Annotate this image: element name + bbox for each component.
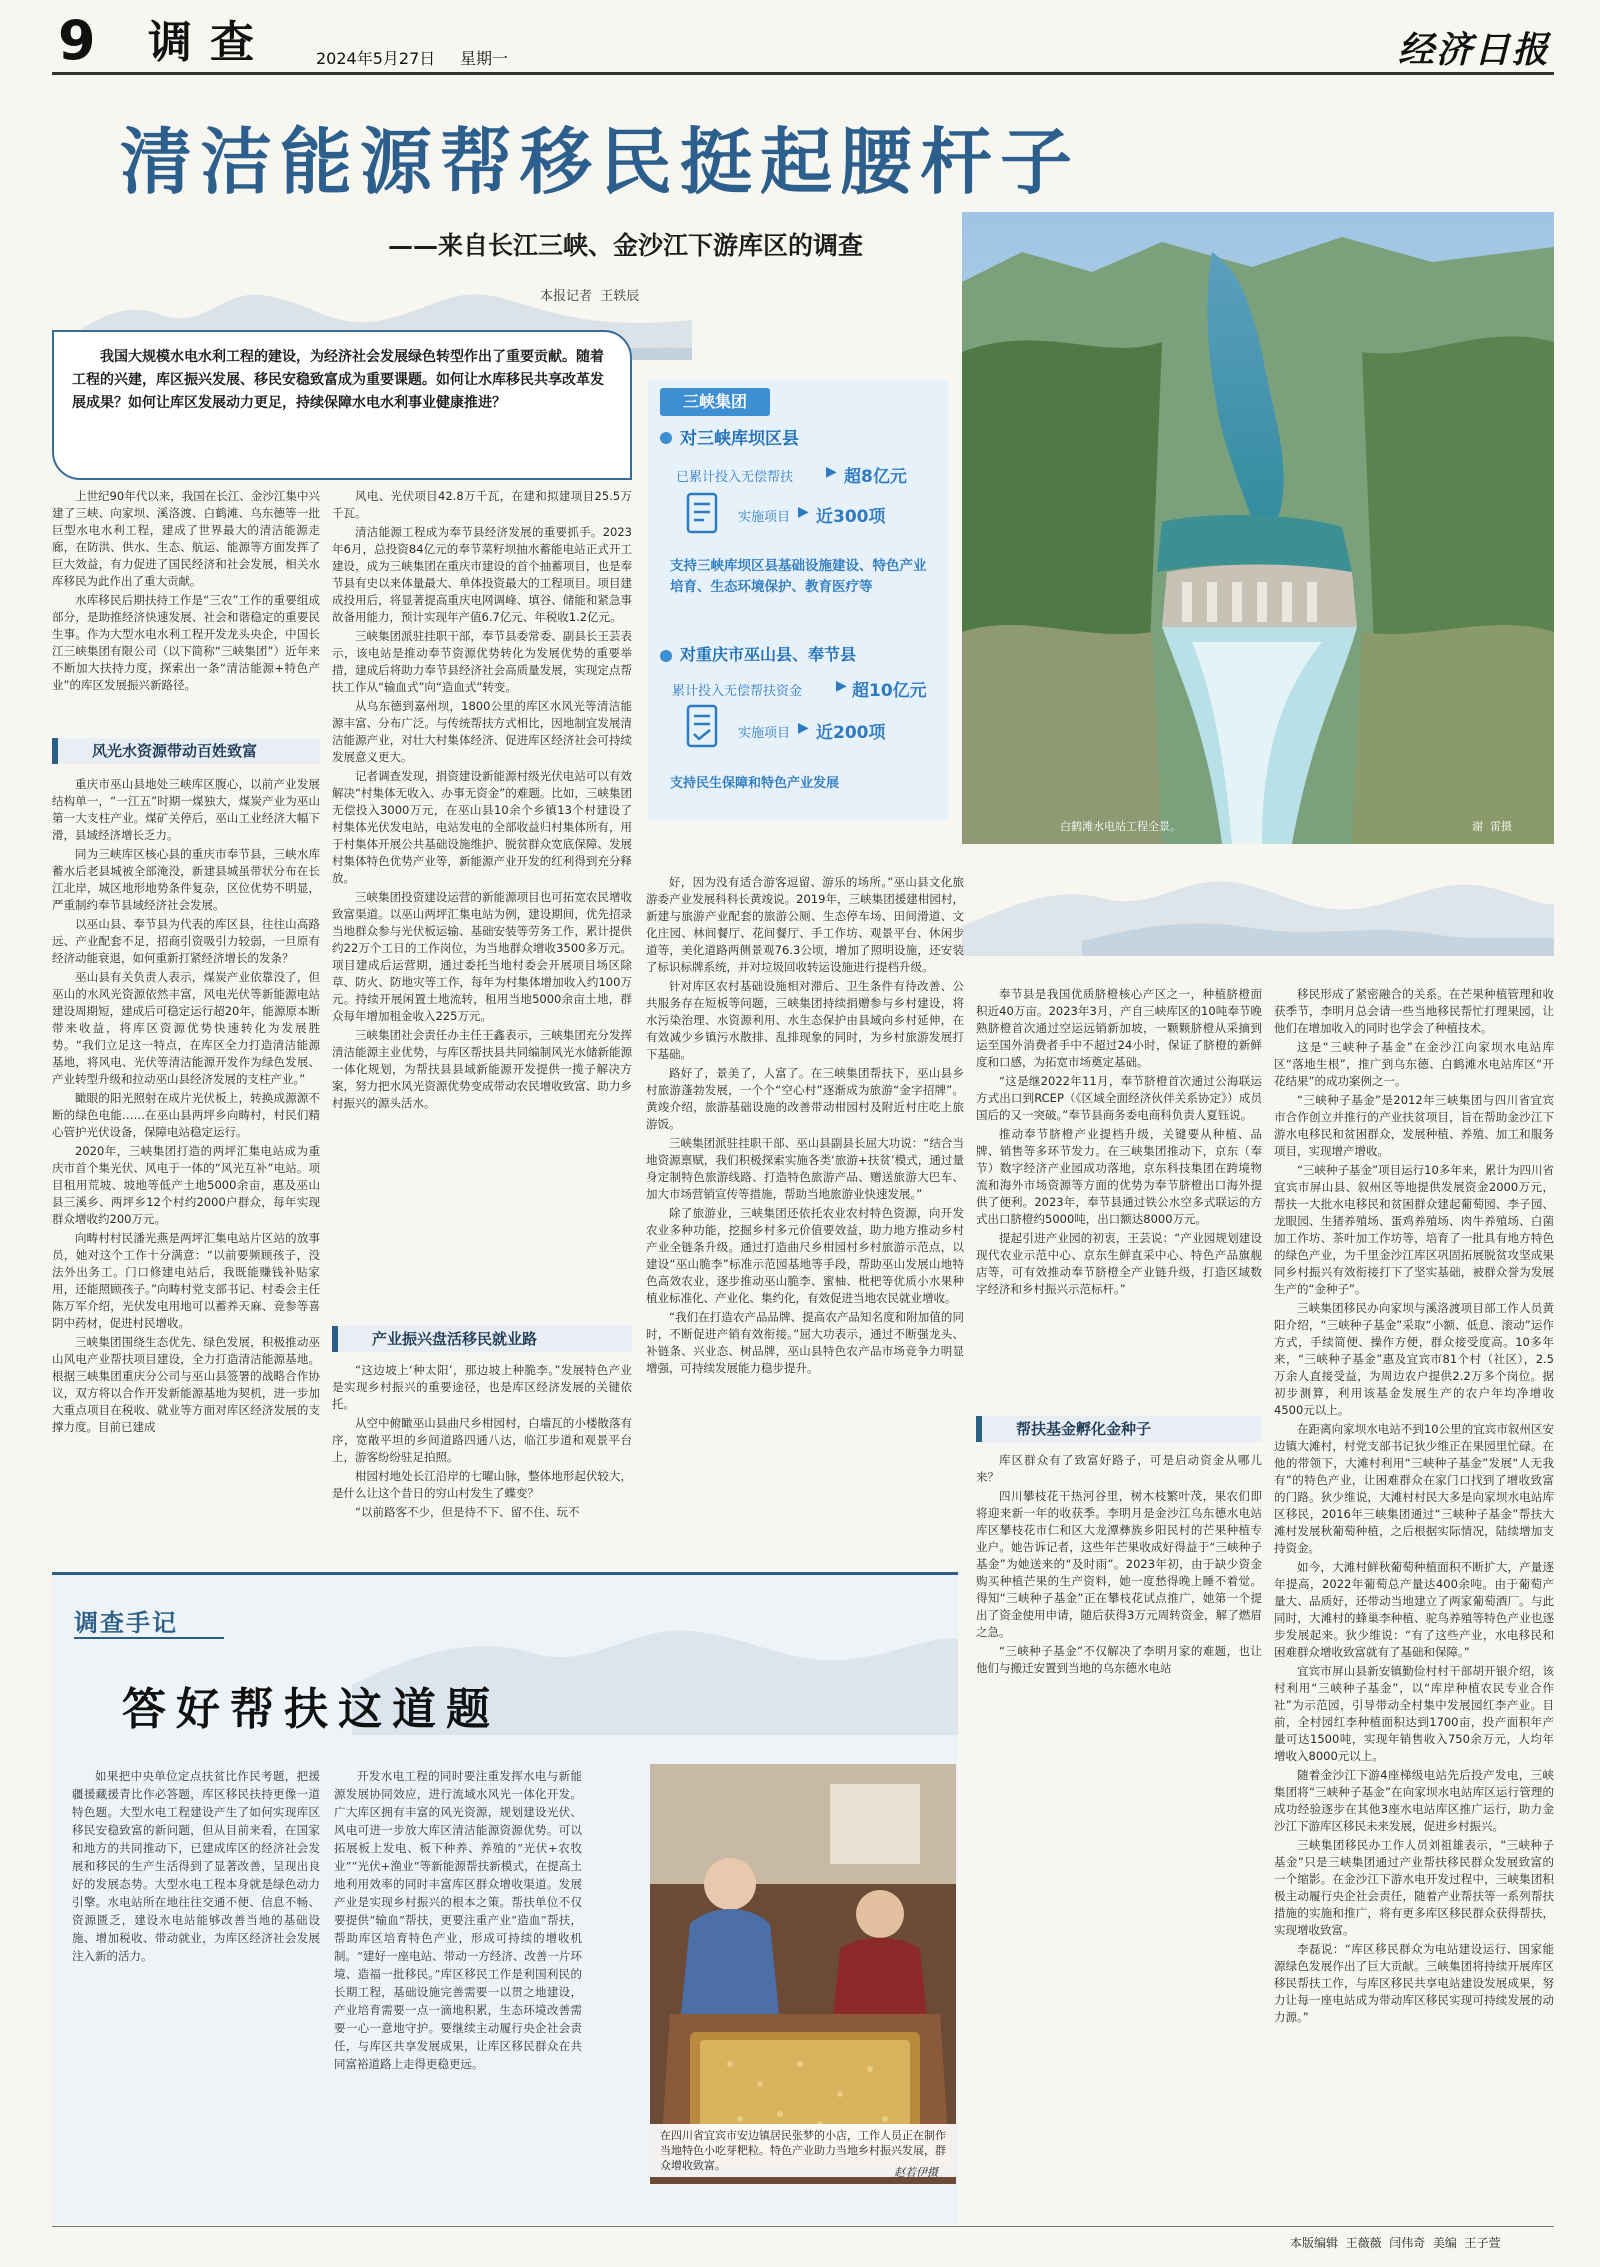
paragraph: 上世纪90年代以来，我国在长江、金沙江集中兴建了三峡、向家坝、溪洛渡、白鹤滩、乌东德等一批巨型水电水利工程，建成了世界最大的清洁能源走廊，在防洪、供水、生态、航运、能源等方面发挥了巨大效益，有力促进了国民经济和社会发展，相关水库移民为此作出了重大贡献。 <box>52 489 320 588</box>
paragraph: 库区群众有了致富好路子，可是启动资金从哪儿来？ <box>976 1453 1262 1484</box>
column-3-body <box>646 874 964 1556</box>
block1-note: 支持三峡库坝区县基础设施建设、特色产业培育、生态环境保护、教育医疗等 <box>670 558 927 595</box>
commentary-col-a: 如果把中央单位定点扶贫比作民考题，把援疆援藏援青比作必答题，库区移民扶持更像一道特色题。大型水电工程建设产生了如何实现库区移民安稳致富的新问题，但从目前来看，在国家和地方的共同推动下，已建成库区的经济社会发展和移民的生产生活得到了显著改善，呈现出良好的发展态势。大型水电工程本身就是绿色动力引擎。水电站所在地往往交通不便、信息不畅、资源匮乏，建设水电站能够改善当地的基础设施、增加税收、带动就业，为库区经济社会发展注入新的活力。 <box>72 1769 320 1963</box>
commentary-tag-underline <box>74 1637 224 1639</box>
paragraph: 推动奉节脐橙产业提档升级，关键要从种植、品牌、销售等多环节发力。在三峡集团推动下，京东（奉节）数字经济产业园成功落地，京东科技集团在跨境物流和海外市场资源等方面的优势为奉节脐橙出口海外提供了便利。2023年，奉节县通过铁公水空多式联运的方式出口脐橙约5000吨，出口额达8000万元。 <box>976 1127 1262 1226</box>
infographic <box>648 380 948 820</box>
ink-mountain-decoration-right <box>962 846 1554 956</box>
paragraph: 瞰眼的阳光照射在成片光伏板上，转换成源源不断的绿色电能……在巫山县两坪乡向畴村，村民们精心管护光伏设备，保障电站稳定运行。 <box>52 1091 320 1139</box>
article-title: 清洁能源帮移民挺起腰杆子 <box>120 119 1081 204</box>
snack-shop-illustration <box>650 1764 956 2184</box>
article-subtitle: ——来自长江三峡、金沙江下游库区的调查 <box>388 231 864 260</box>
column-1-intro <box>52 488 320 726</box>
paragraph: 水库移民后期扶持工作是“三农”工作的重要组成部分，是助推经济快速发展、社会和谐稳定的重要民生事。作为大型水电水利工程开发龙头央企，中国长江三峡集团有限公司（以下简称“三峡集团”）近年来不断加大扶持力度，探索出一条“清洁能源+特色产业”的库区发展振兴新路径。 <box>52 593 320 692</box>
paragraph: 三峡集团社会责任办主任王鑫表示，三峡集团充分发挥清洁能源主业优势，与库区帮扶县共同编制风光水储新能源一体化规划，为帮扶县县域新能源开发提供一揽子解决方案，努力把水风光资源优势变成带动农民增收致富、助力乡村振兴的源头活水。 <box>332 1028 632 1110</box>
footer-rule <box>52 2226 1554 2227</box>
section-heading-seed-fund: 帮扶基金孵化金种子 <box>976 1416 1262 1442</box>
paragraph: “以前路客不少，但是待不下、留不住、玩不 <box>355 1505 580 1519</box>
paragraph: 以巫山县、奉节县为代表的库区县，往往山高路远、产业配套不足，招商引资吸引力较弱，一旦原有经济动能衰退，如何重新打紧经济增长的发条？ <box>52 917 320 965</box>
paragraph: 宜宾市屏山县新安镇勤俭村村干部胡开银介绍，该村利用“三峡种子基金”，以“库岸种植农民专业合作社”为示范园，引导带动全村集中发展园红李产业。目前，全村园红李种植面积达到1700亩，投产面积年产量可达1500吨，实现年销售收入750余万元，人均年增收入8000元以上。 <box>1274 1664 1554 1763</box>
paragraph: 风电、光伏项目42.8万千瓦，在建和拟建项目25.5万千瓦。 <box>332 489 632 520</box>
block1-title: 对三峡库坝区县 <box>680 429 799 449</box>
block1-line2-label: 实施项目 <box>738 510 791 525</box>
paragraph: 提起引进产业园的初衷，王芸说：“产业园规划建设现代农业示范中心、京东生鲜直采中心、特色产品旗舰店等，可有效推动奉节脐橙全产业链升级，打造区域数字经济和乡村振兴示范标杆。” <box>976 1231 1262 1296</box>
paragraph: “我们在打造农产品品牌、提高农产品知名度和附加值的同时，不断促进产销有效衔接。”屈大功表示，通过不断强龙头、补链条、兴业态、树品牌，巫山县特色农产品市场竞争力明显增强，可持续发展能力稳步提升。 <box>646 1310 964 1375</box>
paragraph: “三峡种子基金”项目运行10多年来，累计为四川省宜宾市屏山县、叙州区等地提供发展资金2000万元，帮扶一大批水电移民和贫困群众建起葡萄园、李子园、龙眼园、生猪养殖场、蛋鸡养殖场、肉牛养殖场、白菌加工作坊、茶叶加工作坊等，培育了一批具有地方特色的绿色产业，为千里金沙江库区巩固拓展脱贫攻坚成果同乡村振兴有效衔接打下了坚实基础，被群众誉为发展生产的“金种子”。 <box>1274 1163 1554 1296</box>
section-heading-industry: 产业振兴盘活移民就业路 <box>332 1326 632 1352</box>
block2-title: 对重庆市巫山县、奉节县 <box>680 645 857 664</box>
block1-line1-arrow-icon: ▶ <box>826 464 837 480</box>
paragraph: 四川攀枝花干热河谷里，树木枝繁叶茂，果农们即将迎来新一年的收获季。李明月是金沙江乌东德水电站库区攀枝花市仁和区大龙潭彝族乡阳民村的芒果种植专业户。她告诉记者，这些年芒果收成好得益于“三峡种子基金”为她送来的“及时雨”。2023年初，由于缺少资金购买种植芒果的生产资料，她一度愁得晚上睡不着觉。得知“三峡种子基金”正在攀枝花试点推广，她第一个提出了资金使用申请，随后获得3万元周转资金，解了燃眉之急。 <box>976 1489 1262 1639</box>
header-rule <box>52 72 1554 75</box>
block2-line2-label: 实施项目 <box>738 726 791 741</box>
block2-bullet-icon <box>660 650 672 662</box>
paragraph: “这是继2022年11月，奉节脐橙首次通过公海联运方式出口到RCEP（《区域全面经济伙伴关系协定》）成员国后的又一突破。”奉节县商务委电商科负责人夏钰说。 <box>976 1074 1262 1122</box>
dam-photo-credit: 谢 雷摄 <box>1472 820 1512 833</box>
paragraph: 重庆市巫山县地处三峡库区腹心，以前产业发展结构单一，“一江五”时期一煤独大，煤炭产业为巫山第一大支柱产业。煤矿关停后，巫山工业经济大幅下滑，县域经济增长乏力。 <box>52 777 320 842</box>
snack-photo-caption: 在四川省宜宾市安边镇居民张梦的小店，工作人员正在制作当地特色小吃芽粑粒。特色产业助力当地乡村振兴发展，群众增收致富。 <box>650 2124 956 2177</box>
paragraph: 李磊说：“库区移民群众为电站建设运行、国家能源绿色发展作出了巨大贡献。三峡集团将持续开展库区移民帮扶工作，与库区移民共享电站建设发展成果，努力让每一座电站成为带动库区移民实现可持续发展的动力源。” <box>1274 1942 1554 2024</box>
page-number: 9 <box>58 9 96 72</box>
page-editors: 本版编辑 王薇薇 闫伟奇 美编 王子萱 <box>1290 2236 1501 2250</box>
block2-line1-label: 累计投入无偿帮扶资金 <box>672 684 803 699</box>
column-2-body-b <box>332 1362 632 1558</box>
paragraph: 向畴村村民潘光燕是两坪汇集电站片区站的放事员，她对这个工作十分满意：“以前要频顾孩子，没法外出务工。门口修建电站后，我既能赚钱补贴家用，还能照顾孩子。”向畴村党支部书记、村委会主任陈万军介绍，光伏发电用地可以蓄养天麻、竞参等喜阴中药材，促进村民增收。 <box>52 1231 320 1330</box>
dam-photo <box>962 212 1554 844</box>
block1-line1-value: 超8亿元 <box>844 467 907 487</box>
paragraph: 好，因为没有适合游客逗留、游乐的场所。”巫山县文化旅游委产业发展科科长黄竣说。2019年，三峡集团援建柑园村，新建与旅游产业配套的旅游公厕、生态停车场、田间滑道、文化庄园、林间餐厅、花间餐厅、手工作坊、观景平台、休闲步道等，美化道路两侧景观76.3公顷，增加了照明设施，还安装了标识标牌系统，并对垃圾回收转运设施进行提档升级。 <box>646 875 964 974</box>
block2-note: 支持民生保障和特色产业发展 <box>670 776 840 791</box>
paragraph: “三峡种子基金”是2012年三峡集团与四川省宜宾市合作创立并推行的产业扶贫项目，旨在帮助金沙江下游水电移民和贫困群众，发展种植、养殖、加工和服务项目，实现增产增收。 <box>1274 1093 1554 1158</box>
paragraph: 奉节县是我国优质脐橙核心产区之一，种植脐橙面积近40万亩。2023年3月，产自三峡库区的10吨奉节晚熟脐橙首次通过空运远销新加坡，一颗颗脐橙从采摘到运至国外消费者手中不超过24小时，保证了脐橙的新鲜度和口感，为拓宽市场奠定基础。 <box>976 987 1262 1069</box>
dam-photo-illustration <box>962 212 1554 844</box>
paragraph: 在距离向家坝水电站不到10公里的宜宾市叙州区安边镇大滩村，村党支部书记狄少维正在果园里忙碌。在他的带领下，大滩村利用“三峡种子基金”发展“人无我有”的特色产业，让困难群众在家门口找到了增收致富的门路。狄少维说，大滩村村民大多是向家坝水电站库区移民，2016年三峡集团通过“三峡种子基金”帮扶大滩村发展秋葡萄种植，之后根据实际情况，陆续增加支持资金。 <box>1274 1422 1554 1555</box>
column-1-body <box>52 776 320 1556</box>
dam-photo-caption: 白鹤滩水电站工程全景。 <box>1060 820 1181 833</box>
paragraph: 三峡集团派驻挂职干部，奉节县委常委、副县长王芸表示，该电站是推动奉节资源优势转化为发展优势的重要举措，建成后将助力奉节县经济社会高质量发展，实现定点帮扶工作从“输血式”向“造血式”转变。 <box>332 629 632 694</box>
paragraph: 随着金沙江下游4座梯级电站先后投产发电，三峡集团将“三峡种子基金”在向家坝水电站库区运行管理的成功经验逐步在其他3座水电站库区推广运行，助力金沙江下游库区移民未来发展，促进乡村振兴。 <box>1274 1768 1554 1833</box>
issue-date: 2024年5月27日 <box>316 49 436 68</box>
block2-line2-arrow-icon: ▶ <box>798 720 809 736</box>
infographic-company-tag: 三峡集团 <box>660 388 770 416</box>
block2-line1-arrow-icon: ▶ <box>836 678 847 694</box>
column-5-body <box>1274 986 1554 2218</box>
paragraph: 针对库区农村基础设施相对滞后、卫生条件有待改善、公共服务存在短板等问题，三峡集团持续捐赠参与乡村建设，将水污染治理、水资源利用、水生态保护由县域向乡村延伸，在有效减少乡镇污水散排、乱排现象的同时，为乡村旅游发展打下基础。 <box>646 979 964 1061</box>
issue-weekday: 星期一 <box>460 49 509 68</box>
snack-shop-photo <box>650 1764 956 2184</box>
block1-line2-arrow-icon: ▶ <box>798 504 809 520</box>
paragraph: 移民形成了紧密融合的关系。在芒果种植管理和收获季节，李明月总会请一些当地移民帮忙打理果园，让他们在增加收入的同时也学会了种植技术。 <box>1274 987 1554 1035</box>
block1-line2-value: 近300项 <box>816 507 886 527</box>
paragraph: 三峡集团投资建设运营的新能源项目也可拓宽农民增收致富渠道。以巫山两坪汇集电站为例，建设期间，优先招录当地群众参与光伏板运输、基础安装等劳务工作，累计提供约22万个工日的工作岗位，为当地群众增收3500多万元。项目建成后运营期，通过委托当地村委会开展项目场区除草、防火、防地灾等工作，每年为村集体增加收入约100万元。持续开展闲置土地流转，租用当地5000余亩土地，群众每年增加租金收入225万元。 <box>332 890 632 1023</box>
block1-line1-label: 已累计投入无偿帮扶 <box>676 470 794 485</box>
section-heading-wind-solar: 风光水资源带动百姓致富 <box>52 738 320 764</box>
block2-line2-value: 近200项 <box>816 723 886 743</box>
lead-text: 我国大规模水电水利工程的建设，为经济社会发展绿色转型作出了重要贡献。随着工程的兴建，库区振兴发展、移民安稳致富成为重要课题。如何让水库移民共享改革发展成果？如何让库区发展动力更足，持续保障水电水利事业健康推进？ <box>72 349 604 411</box>
paragraph: “这边坡上‘种太阳’，那边坡上种脆李。”发展特色产业是实现乡村振兴的重要途径，也是库区经济发展的关键依托。 <box>332 1363 632 1411</box>
paragraph: 柑园村地处长江沿岸的七曜山脉，整体地形起伏较大，是什么让这个昔日的穷山村发生了蝶变？ <box>332 1469 632 1500</box>
paragraph: 同为三峡库区核心县的重庆市奉节县，三峡水库蓄水后老县城被全部淹没，新建县城虽带状分布在长江北岸，城区地形地势条件复杂，区位优势不明显，严重制约奉节县域经济社会发展。 <box>52 847 320 912</box>
snack-photo-credit: 赵若伊摄 <box>894 2166 938 2179</box>
paragraph: 三峡集团派驻挂职干部、巫山县副县长屈大功说：“结合当地资源禀赋，我们积极探索实施各类‘旅游+扶贫’模式，通过量身定制特色旅游线路、打造特色旅游产品、赠送旅游大巴车、加大市场营销宣传等措施，帮助当地旅游业快速发展。” <box>646 1136 964 1201</box>
block2-line1-value: 超10亿元 <box>852 681 927 701</box>
paragraph: “三峡种子基金”不仅解决了李明月家的难题，也让他们与搬迁安置到当地的乌东德水电站 <box>976 1644 1262 1675</box>
section-name: 调查 <box>148 17 272 68</box>
paragraph: 三峡集团移民办向家坝与溪洛渡项目部工作人员黄阳介绍，“三峡种子基金”采取“小额、低息、滚动”运作方式，手续简便、操作方便，群众接受度高。10多年来，“三峡种子基金”惠及宜宾市81个村（社区），2.5万余人直接受益，为周边农户提供2.2万多个岗位。据初步测算，利用该基金发展生产的农户年均净增收4500元以上。 <box>1274 1301 1554 1417</box>
commentary-title: 答好帮扶这道题 <box>122 1684 500 1735</box>
page-header <box>0 0 1600 72</box>
article-byline: 本报记者 王轶辰 <box>540 289 640 304</box>
commentary-col-b: 开发水电工程的同时要注重发挥水电与新能源发展协同效应，进行流域水风光一体化开发。广大库区拥有丰富的风光资源，规划建设光伏、风电可进一步放大库区清洁能源资源优势。可以拓展板上发电、板下种养、养殖的“光伏+农牧业”“光伏+渔业”等新能源帮扶新模式，在提高土地利用效率的同时丰富库区群众增收渠道。发展产业是实现乡村振兴的根本之策。帮扶单位不仅要提供“输血”帮扶，更要注重产业“造血”帮扶，帮助库区培育特色产业，形成可持续的增收机制。“建好一座电站、带动一方经济、改善一片环境、造福一批移民。”库区移民工作是利国利民的长期工程，基础设施完善需要一以贯之地建设，产业培育需要一点一滴地积累，生态环境改善需要一心一意地守护。要继续主动履行央企社会责任，与库区共享发展成果，让库区移民群众在共同富裕道路上走得更稳更远。 <box>334 1769 582 2071</box>
paragraph: 三峡集团围绕生态优先、绿色发展，积极推动巫山风电产业帮扶项目建设，全力打造清洁能源基地。根据三峡集团重庆分公司与巫山县签署的战略合作协议，双方将以合作开发新能源基地为契机，进一步加大重点项目在税收、就业等方面对库区经济发展的支撑力度。目前已建成 <box>52 1335 320 1434</box>
column-2-body <box>332 488 632 1318</box>
paragraph: 从空中俯瞰巫山县曲尺乡柑园村，白墙瓦的小楼散落有序，宽敞平坦的乡间道路四通八达，临江步道和观景平台上，游客纷纷驻足拍照。 <box>332 1416 632 1464</box>
paragraph: 巫山县有关负责人表示，煤炭产业依靠没了，但巫山的水风光资源依然丰富，风电光伏等新能源电站建设周期短，建成后可稳定运行超20年，能源原本断带来收益，将库区资源优势快速转化为发展胜势。“我们立足这一特点，在库区全力打造清洁能源基地，将风电、光伏等清洁能源开发作为绿色发展、产业转型升级和拉动巫山县经济发展的支柱产业。” <box>52 970 320 1086</box>
paragraph: 三峡集团移民办工作人员刘祖雄表示，“三峡种子基金”只是三峡集团通过产业帮扶移民群众发展致富的一个缩影。在金沙江下游水电开发过程中，三峡集团积极主动履行央企社会责任，随着产业帮扶等一系列帮扶措施的实施和推广，将有更多库区移民群众获得帮扶，实现增收致富。 <box>1274 1838 1554 1937</box>
paragraph: 记者调查发现，捐资建设新能源村级光伏电站可以有效解决“村集体无收入、办事无资金”的难题。比如，三峡集团无偿投入3000万元，在巫山县10余个乡镇13个村建设了村集体光伏发电站，电站发电的全部收益归村集体所有，用于村集体开展公共基础设施维护、脱贫群众宽底保障、发展村集体特色优势产业等，新能源产业开发的红利得到充分释放。 <box>332 769 632 885</box>
document-icon <box>686 492 722 536</box>
paragraph: 除了旅游业，三峡集团还依托农业农村特色资源，向开发农业多种功能，挖掘乡村多元价值要效益，助力地方推动乡村产业全链条升级。通过打造曲尺乡柑园村乡村旅游示范点，以建设“巫山脆李”标准示范园基地等手段，帮助巫山发展山地特色高效农业，逐步推动巫山脆李、蜜柚、枇杷等优质小水果种植业标准化、产业化、集约化，有效促进当地农民就业增收。 <box>646 1206 964 1305</box>
column-4-body-b <box>976 1452 1262 1934</box>
column-4-body <box>976 986 1262 1396</box>
paragraph: 从乌东德到嘉州坝，1800公里的库区水风光等清洁能源丰富、分布广泛。与传统帮扶方式相比，因地制宜发展清洁能源产业，对壮大村集体经济、促进库区经济社会可持续发展意义更大。 <box>332 699 632 764</box>
masthead-logo: 经济日报 <box>1398 29 1551 71</box>
paragraph: 如今，大滩村鲜秋葡萄种植面积不断扩大，产量逐年提高，2022年葡萄总产量达400余吨。由于葡萄产量大、品质好，还带动当地建立了两家葡萄酒厂。与此同时，大滩村的蜂巢李种植、驼鸟养殖等特色产业也逐步发展起来。狄少维说：“有了这些产业，水电移民和困难群众增收致富就有了基础和保障。” <box>1274 1560 1554 1659</box>
paragraph: 2020年，三峡集团打造的两坪汇集电站成为重庆市首个集光伏、风电于一体的“风光互补”电站。项目租用荒坡、坡地等低产土地5000余亩，惠及巫山县三溪乡、两坪乡12个村约2000户群众，每年实现群众增收约200万元。 <box>52 1144 320 1226</box>
paragraph: 路好了，景美了，人富了。在三峡集团帮扶下，巫山县乡村旅游蓬勃发展，一个个“空心村”逐渐成为旅游“金字招牌”。黄竣介绍，旅游基础设施的改善带动柑园村及附近村庄吃上旅游饭。 <box>646 1066 964 1131</box>
paragraph: 清洁能源工程成为奉节县经济发展的重要抓手。2023年6月，总投资84亿元的奉节菜籽坝抽水蓄能电站正式开工建设，成为三峡集团在重庆市建设的首个抽蓄项目，也是奉节县有史以来体量最大、单体投资最大的工程项目。项目建成投用后，将显著提高重庆电网调峰、填谷、储能和紧急事故备用能力，预计实现年产值6.7亿元、年税收1.2亿元。 <box>332 525 632 624</box>
block1-bullet-icon <box>660 432 672 444</box>
lead-box <box>52 330 632 480</box>
paragraph: 这是“三峡种子基金”在金沙江向家坝水电站库区“落地生根”，推广到乌东德、白鹤滩水电站库区“开花结果”的成功案例之一。 <box>1274 1040 1554 1088</box>
commentary-tag: 调查手记 <box>74 1609 178 1637</box>
checklist-icon <box>686 704 722 750</box>
